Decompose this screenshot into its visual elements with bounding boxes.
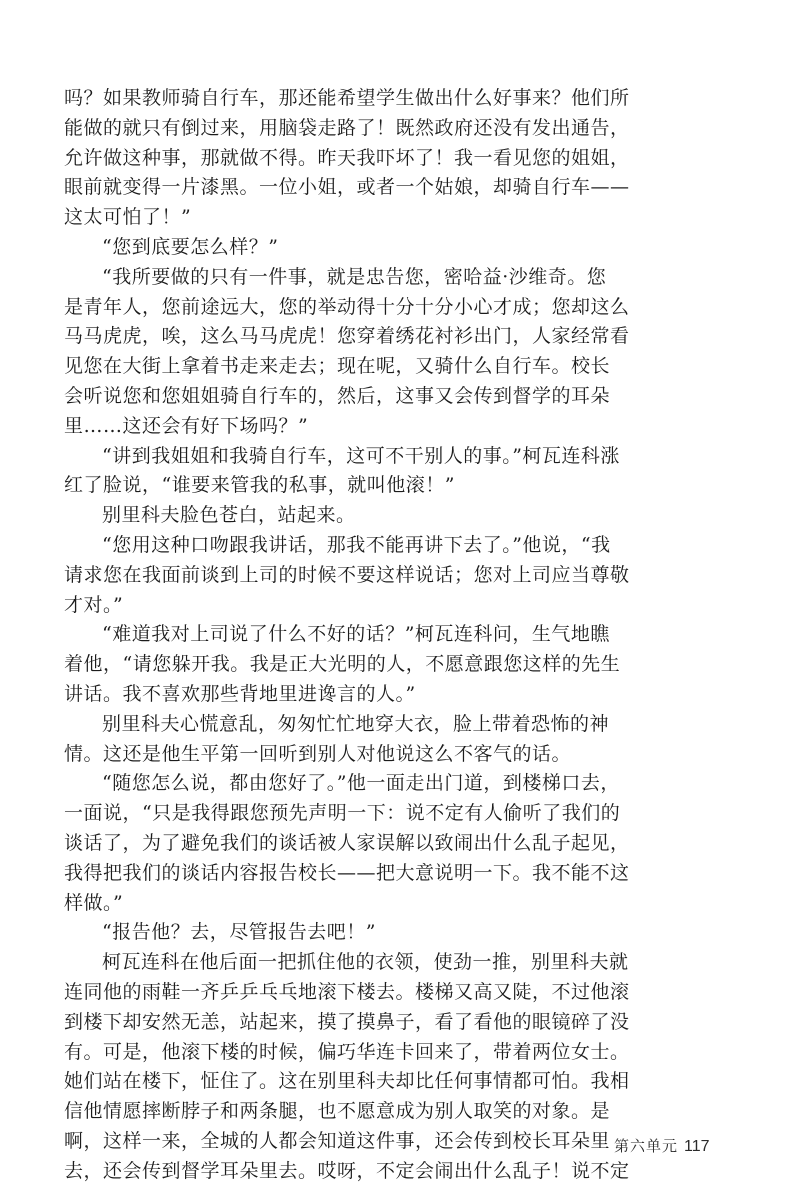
page-footer (614, 1136, 744, 1157)
unit-label: 第六单元 (614, 1137, 679, 1155)
text-line: 是青年人，您前途远大，您的举动得十分十分小心才成；您却这么 (64, 295, 630, 318)
text-line: 信他情愿摔断脖子和两条腿，也不愿意成为别人取笑的对象。是 (64, 1100, 611, 1123)
text-line: 别里科夫心慌意乱，匆匆忙忙地穿大衣，脸上带着恐怖的神 (102, 712, 610, 735)
text-line: 一面说，“只是我得跟您预先声明一下：说不定有人偷听了我们的 (64, 802, 621, 825)
page-number: 117 (684, 1138, 710, 1155)
text-line: 我得把我们的谈话内容报告校长——把大意说明一下。我不能不这 (64, 861, 630, 884)
text-line: 眼前就变得一片漆黑。一位小姐，或者一个姑娘，却骑自行车—— (64, 176, 630, 199)
text-line: 着他，“请您躲开我。我是正大光明的人，不愿意跟您这样的先生 (64, 653, 621, 676)
text-line: 啊，这样一来，全城的人都会知道这件事，还会传到校长耳朵里 (64, 1129, 611, 1152)
text-line: 连同他的雨鞋一齐乒乒乓乓地滚下楼去。楼梯又高又陡，不过他滚 (64, 980, 630, 1003)
text-line: 里……这还会有好下场吗？” (64, 414, 309, 437)
text-line: 这太可怕了！” (64, 206, 192, 229)
text-line: 去，还会传到督学耳朵里去。哎呀，不定会闹出什么乱子！说不定 (64, 1159, 630, 1182)
text-line: 才对。” (64, 593, 124, 616)
text-line: “我所要做的只有一件事，就是忠告您，密哈益·沙维奇。您 (102, 265, 607, 288)
text-line: 红了脸说，“谁要来管我的私事，就叫他滚！” (64, 474, 455, 497)
text-line: 情。这还是他生平第一回听到别人对他说这么不客气的话。 (64, 742, 572, 765)
text-line: 有。可是，他滚下楼的时候，偏巧华连卡回来了，带着两位女士。 (64, 1040, 630, 1063)
body-text (64, 84, 630, 1186)
text-line: 到楼下却安然无恙，站起来，摸了摸鼻子，看了看他的眼镜碎了没 (64, 1010, 630, 1033)
text-line: 样做。” (64, 891, 124, 914)
text-line: “难道我对上司说了什么不好的话？”柯瓦连科问，生气地瞧 (102, 623, 610, 646)
text-line: 别里科夫脸色苍白，站起来。 (102, 504, 356, 527)
text-line: 会听说您和您姐姐骑自行车的，然后，这事又会传到督学的耳朵 (64, 384, 611, 407)
text-line: 讲话。我不喜欢那些背地里进谗言的人。” (64, 682, 416, 705)
text-line: “讲到我姐姐和我骑自行车，这可不干别人的事。”柯瓦连科涨 (102, 444, 620, 467)
text-line: 能做的就只有倒过来，用脑袋走路了！既然政府还没有发出通告， (64, 116, 630, 139)
text-line: “随您怎么说，都由您好了。”他一面走出门道，到楼梯口去， (102, 772, 620, 795)
text-line: 见您在大街上拿着书走来走去；现在呢，又骑什么自行车。校长 (64, 355, 611, 378)
text-line: “您用这种口吻跟我讲话，那我不能再讲下去了。”他说，“我 (102, 533, 611, 556)
text-line: “报告他？去，尽管报告去吧！” (102, 921, 376, 944)
text-line: 柯瓦连科在他后面一把抓住他的衣领，使劲一推，别里科夫就 (102, 951, 629, 974)
text-line: “您到底要怎么样？” (102, 235, 279, 258)
text-line: 请求您在我面前谈到上司的时候不要这样说话；您对上司应当尊敬 (64, 563, 630, 586)
text-line: 马马虎虎，唉，这么马马虎虎！您穿着绣花衬衫出门，人家经常看 (64, 325, 630, 348)
text-line: 允许做这种事，那就做不得。昨天我吓坏了！我一看见您的姐姐， (64, 146, 630, 169)
text-line: 她们站在楼下，怔住了。这在别里科夫却比任何事情都可怕。我相 (64, 1070, 630, 1093)
text-line: 谈话了，为了避免我们的谈话被人家误解以致闹出什么乱子起见， (64, 831, 630, 854)
text-line: 吗？如果教师骑自行车，那还能希望学生做出什么好事来？他们所 (64, 87, 630, 109)
